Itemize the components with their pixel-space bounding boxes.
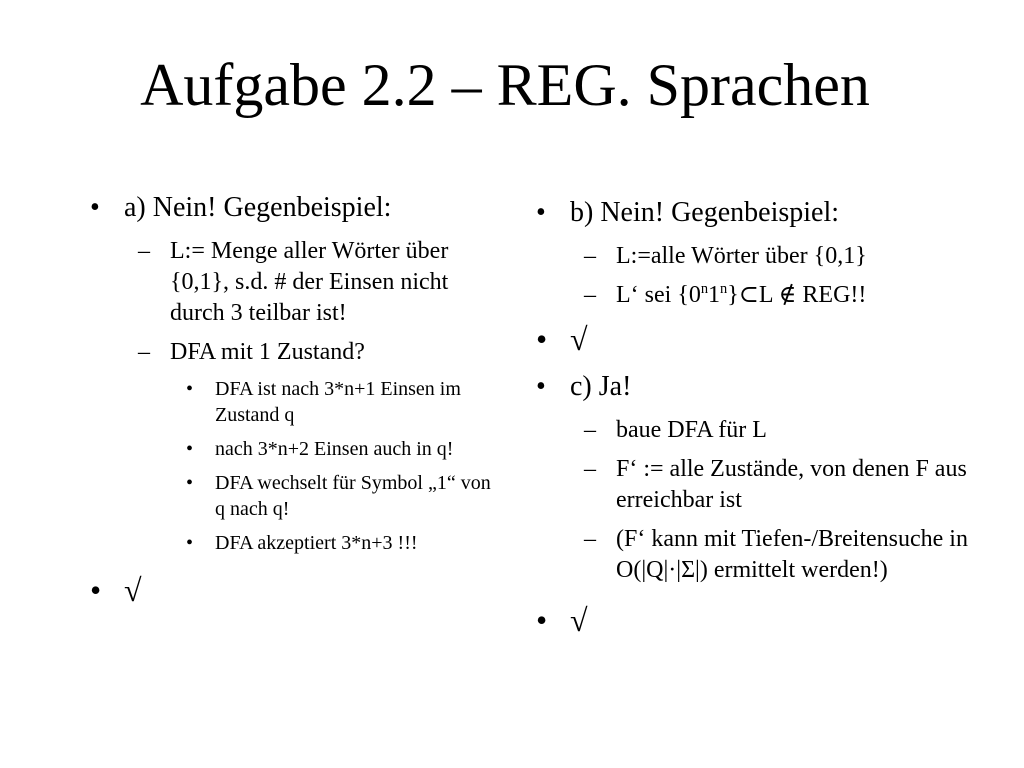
bullet-dot: • bbox=[186, 378, 194, 400]
check-mark-icon: √ bbox=[570, 321, 588, 357]
sub-bullet-c1-text: baue DFA für L bbox=[616, 417, 767, 443]
bullet-c-text: c) Ja! bbox=[570, 371, 632, 402]
sub-sub-bullet-text: DFA akzeptiert 3*n+3 !!! bbox=[215, 532, 418, 554]
bullet-dot: • bbox=[186, 532, 194, 554]
bullet-a bbox=[82, 190, 502, 226]
dash-marker: – bbox=[584, 282, 596, 308]
dash-marker: – bbox=[138, 339, 150, 365]
bullet-a-text: a) Nein! Gegenbeispiel: bbox=[124, 192, 392, 223]
sub-bullet-a2 bbox=[82, 337, 502, 368]
sub-bullet-c1 bbox=[528, 415, 978, 446]
dash-marker: – bbox=[584, 243, 596, 269]
sub-sub-bullet-text: DFA ist nach 3*n+1 Einsen im Zustand q bbox=[215, 378, 461, 426]
bullet-c-check bbox=[528, 600, 978, 640]
sub-sub-bullet bbox=[82, 436, 502, 462]
sub-bullet-b1-text: L:=alle Wörter über {0,1} bbox=[616, 243, 867, 269]
bullet-dot: • bbox=[90, 572, 102, 608]
bullet-b-text: b) Nein! Gegenbeispiel: bbox=[570, 197, 840, 228]
bullet-b-check bbox=[528, 319, 978, 359]
bullet-dot: • bbox=[536, 197, 546, 228]
bullet-dot: • bbox=[186, 438, 194, 460]
bullet-dot: • bbox=[90, 192, 100, 223]
sub-sub-bullet-text: nach 3*n+2 Einsen auch in q! bbox=[215, 438, 454, 460]
bullet-dot: • bbox=[536, 371, 546, 402]
bullet-b bbox=[528, 195, 978, 231]
right-column bbox=[528, 195, 978, 650]
check-mark-icon: √ bbox=[124, 572, 142, 608]
sub-sub-bullet bbox=[82, 530, 502, 556]
bullet-c bbox=[528, 369, 978, 405]
sub-bullet-a1-text: L:= Menge aller Wörter über {0,1}, s.d. # der Einsen nicht durch 3 teilbar ist! bbox=[170, 238, 449, 326]
sub-sub-bullet bbox=[82, 376, 502, 428]
slide-title: Aufgabe 2.2 – REG. Sprachen bbox=[140, 52, 870, 118]
sub-bullet-b2-text: L‘ sei {0$^n$1$^n$}⊂L ∉ REG!! bbox=[616, 281, 867, 308]
bullet-dot: • bbox=[536, 321, 548, 357]
check-mark-icon: √ bbox=[570, 602, 588, 638]
sub-bullet-c2 bbox=[528, 454, 978, 516]
sub-bullet-a1 bbox=[82, 236, 502, 329]
dash-marker: – bbox=[138, 238, 150, 264]
bullet-dot: • bbox=[536, 602, 548, 638]
sub-bullet-c2-text: F‘ := alle Zustände, von denen F aus erreichbar ist bbox=[616, 456, 967, 513]
dash-marker: – bbox=[584, 456, 596, 482]
sub-bullet-c3-text: (F‘ kann mit Tiefen-/Breitensuche in O(|Q|·|Σ|) ermittelt werden!) bbox=[616, 526, 968, 583]
bullet-a-check bbox=[82, 570, 502, 610]
sub-sub-bullet bbox=[82, 470, 502, 522]
bullet-dot: • bbox=[186, 472, 194, 494]
sub-bullet-a2-text: DFA mit 1 Zustand? bbox=[170, 339, 365, 365]
left-column bbox=[82, 190, 502, 620]
sub-bullet-b1 bbox=[528, 241, 978, 272]
sub-bullet-c3 bbox=[528, 524, 978, 586]
sub-bullet-b2 bbox=[528, 280, 978, 311]
dash-marker: – bbox=[584, 417, 596, 443]
dash-marker: – bbox=[584, 526, 596, 552]
sub-sub-bullet-text: DFA wechselt für Symbol „1“ von q nach q! bbox=[215, 472, 491, 520]
